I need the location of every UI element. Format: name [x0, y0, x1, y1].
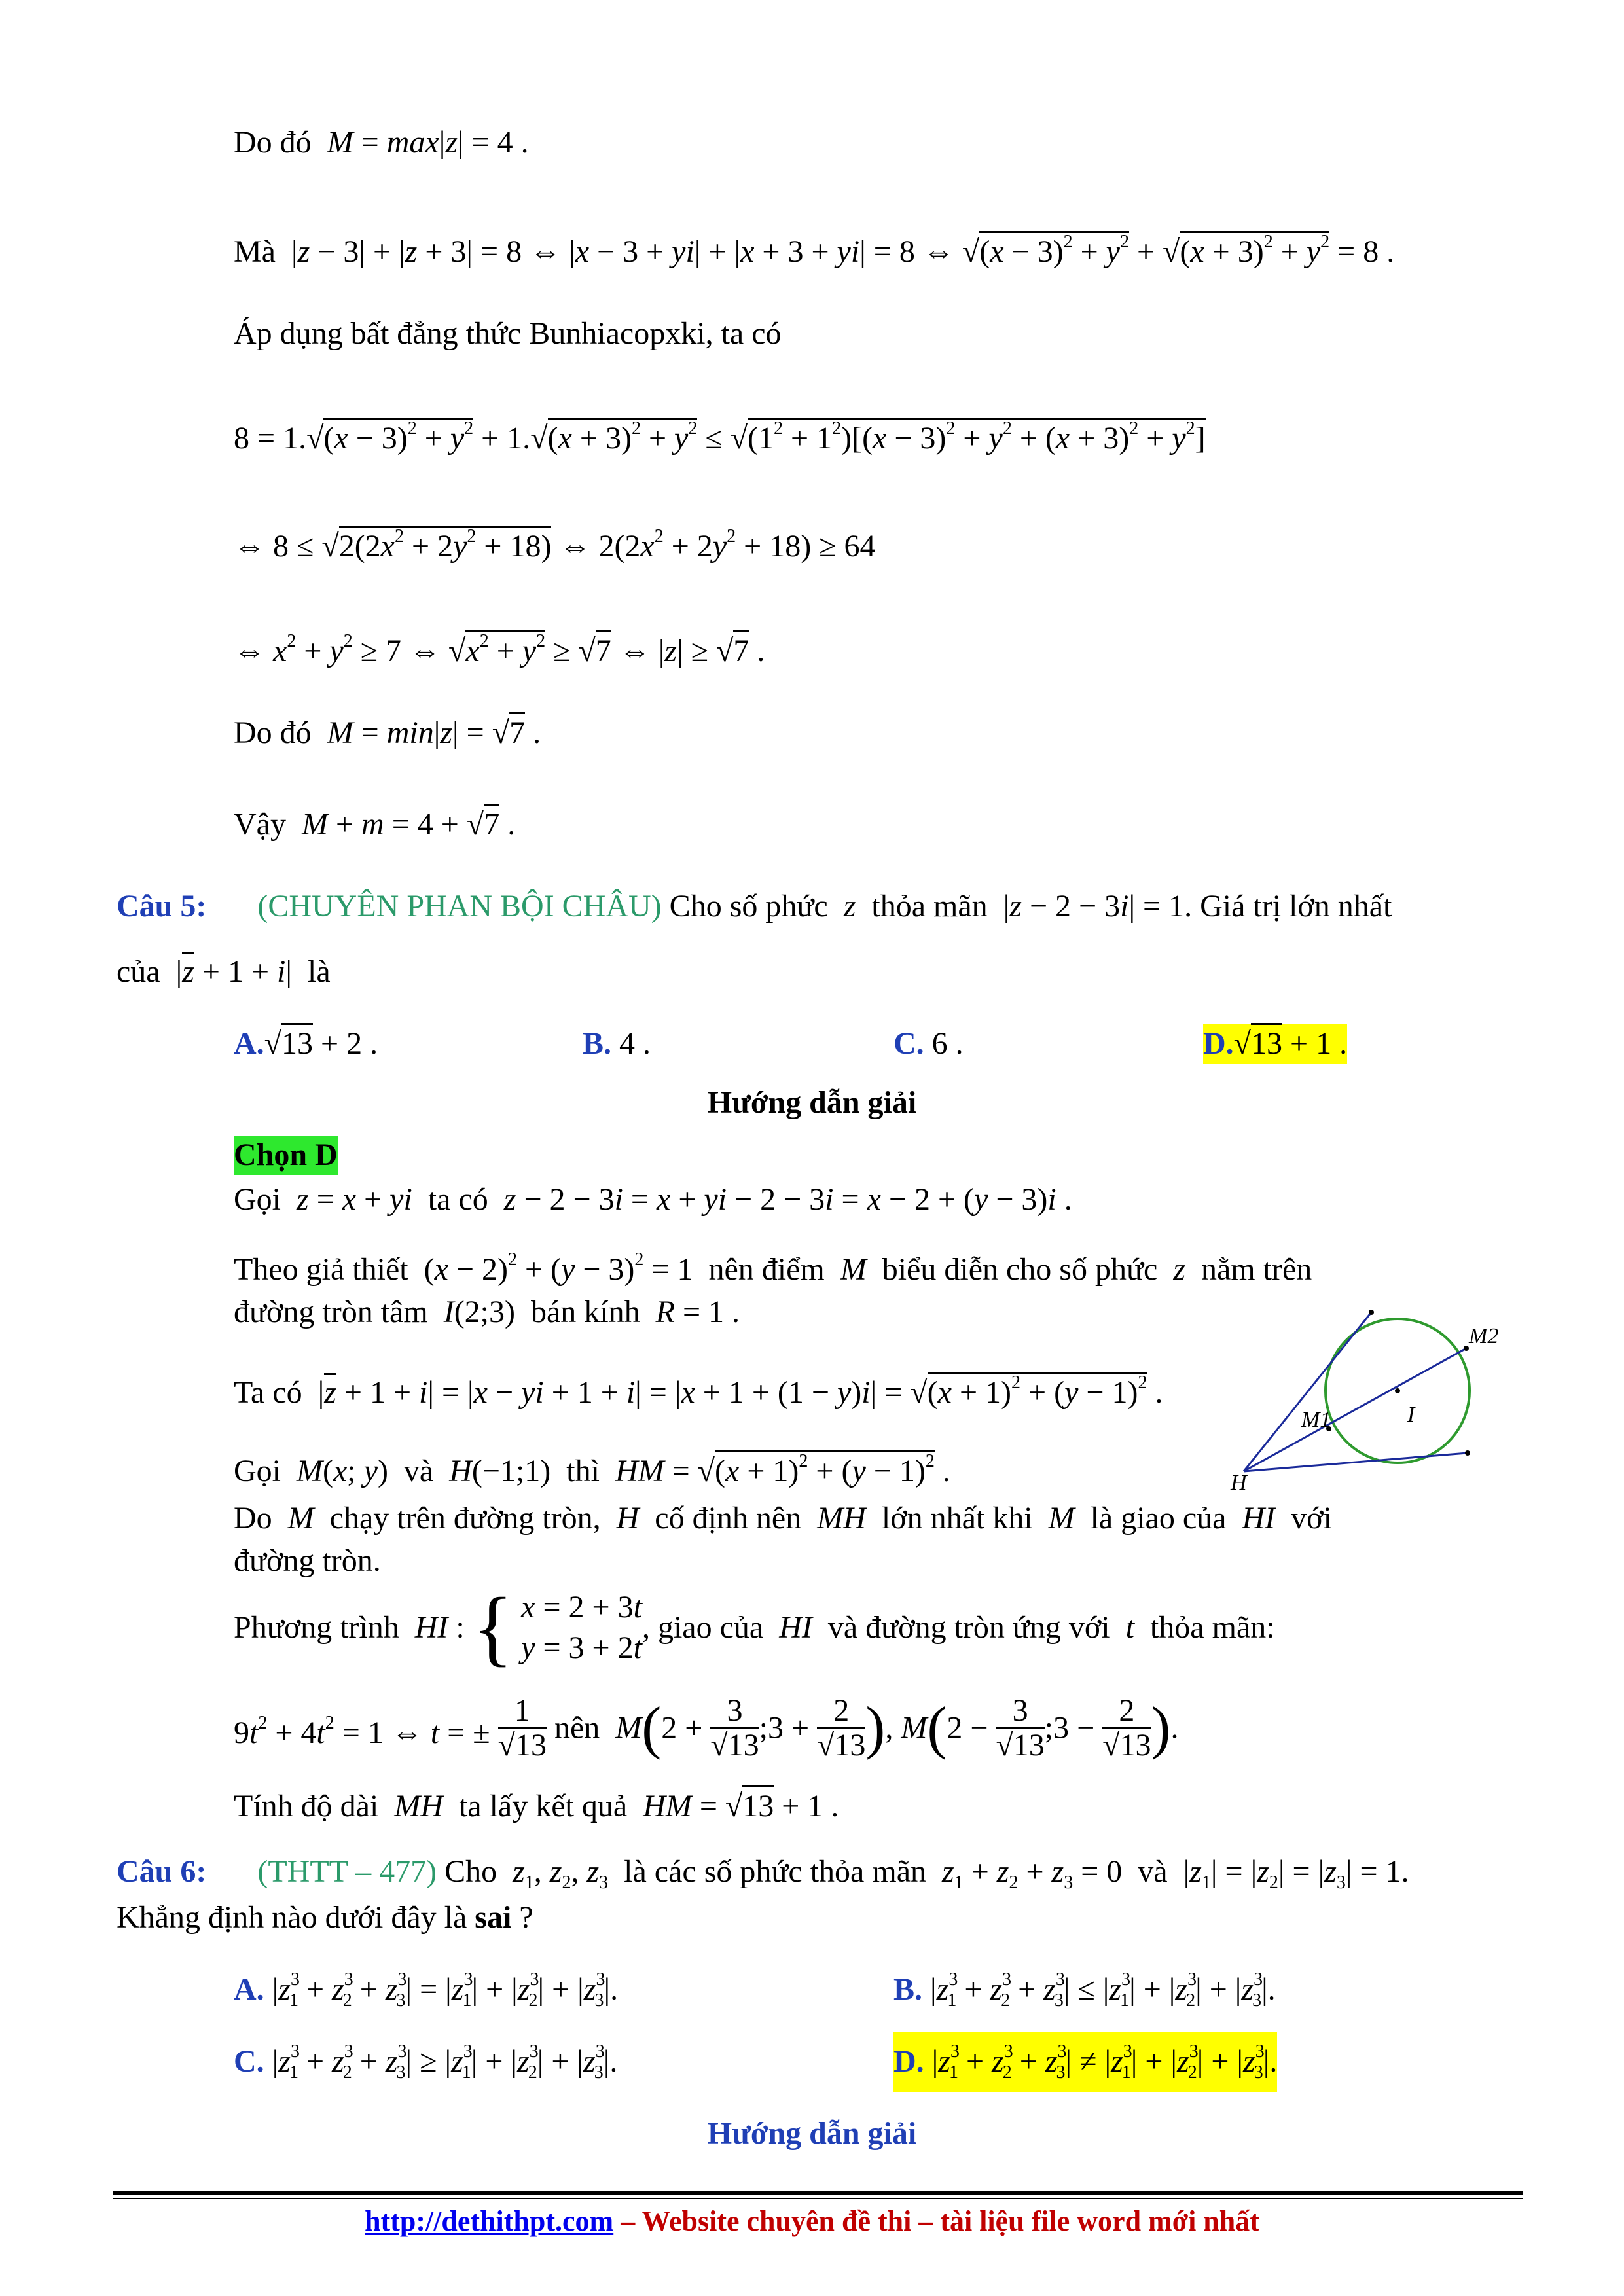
- line-bunhia: Áp dụng bất đẳng thức Bunhiacopxki, ta có: [234, 316, 782, 351]
- line-ineq-2: ⇔ $8 \le √2(2x^2 + 2y^2 + 18)$ ⇔ $2(2x^2 + 2y^2 + 18) \ge 64$: [234, 526, 876, 564]
- text: cố định nên: [655, 1501, 802, 1535]
- q6-label: Câu 6:: [117, 1854, 207, 1889]
- line-equation: Mà |z − 3| + |z + 3| = 8 ⇔ |x − 3 + yi| + |x + 3 + yi| = 8 ⇔ $√(x - 3)^2 + y^2 + √(x + 3)^2 + y^2 = 8$ .: [234, 232, 1395, 269]
- text: Do đó: [234, 715, 312, 750]
- text: và: [403, 1454, 434, 1488]
- point-bottom: [1465, 1450, 1470, 1456]
- q5-option-a[interactable]: A.√13 + 2 .: [234, 1024, 378, 1064]
- line-max: Do đó M = max|z| = 4 .: [234, 125, 529, 160]
- footer-rule-thick: [113, 2191, 1523, 2195]
- text: Vậy: [234, 807, 286, 842]
- line-ineq-3: ⇔ $x^2 + y^2 \ge 7$ ⇔ $√x^2 + y^2 \ge √7$ ⇔ |z| ≥ √7 .: [234, 631, 765, 668]
- text: thỏa mãn: [871, 889, 988, 924]
- fraction: $\frac{3}{√13}$: [996, 1693, 1045, 1763]
- q5-sol-6: Do M chạy trên đường tròn, H cố định nên MH lớn nhất khi M là giao của HI với: [234, 1501, 1332, 1535]
- text: Khẳng định nào dưới đây là: [117, 1900, 467, 1935]
- text: ta lấy kết quả: [458, 1789, 628, 1823]
- point-m2: [1464, 1346, 1469, 1351]
- footer-rule-thin: [113, 2198, 1523, 2199]
- text: ?: [519, 1900, 533, 1935]
- footer: [0, 2204, 1624, 2238]
- line-min: Do đó M = min|z| = √7 .: [234, 713, 541, 753]
- option-letter: A.: [234, 1972, 264, 2007]
- text: Ta có: [234, 1375, 302, 1410]
- text: là các số phức thỏa mãn: [624, 1854, 926, 1889]
- system-of-equations: x = 2 + 3t y = 3 + 2t: [521, 1590, 642, 1665]
- text: Gọi: [234, 1182, 281, 1217]
- text: với: [1291, 1501, 1332, 1535]
- q5-source: (CHUYÊN PHAN BỘI CHÂU): [257, 889, 662, 924]
- label-m1: M1: [1301, 1408, 1331, 1432]
- text: thỏa mãn:: [1149, 1610, 1275, 1645]
- option-letter: D.: [1203, 1026, 1234, 1061]
- text: . Giá trị lớn nhất: [1184, 889, 1392, 924]
- text: Gọi: [234, 1454, 281, 1488]
- text: Do: [234, 1501, 272, 1535]
- emphasis: sai: [475, 1900, 512, 1935]
- q5-guide-title: Hướng dẫn giải: [707, 1085, 917, 1120]
- q5-option-d[interactable]: D.√13 + 1 .: [1203, 1024, 1347, 1064]
- fraction: $\frac{2}{√13}$: [817, 1693, 866, 1763]
- q6-stem-2: [117, 1898, 533, 1937]
- option-letter: B.: [583, 1026, 612, 1061]
- label-m2: M2: [1469, 1324, 1499, 1348]
- text: Tính độ dài: [234, 1789, 379, 1823]
- text: nằm trên: [1201, 1252, 1312, 1287]
- q5-sol-7: đường tròn.: [234, 1543, 381, 1578]
- text: nên: [554, 1710, 600, 1746]
- option-letter: A.: [234, 1026, 264, 1061]
- q5-sol-1: Gọi z = x + yi ta có z − 2 − 3i = x + yi − 2 − 3i = x − 2 + (y − 3)i .: [234, 1182, 1072, 1217]
- text: ta có: [427, 1182, 488, 1217]
- text: Cho: [444, 1854, 497, 1889]
- q5-option-b[interactable]: B. 4 .: [583, 1026, 651, 1061]
- tangent-line-bottom: [1244, 1453, 1468, 1471]
- q5-sol-5: Gọi M(x; y) và H(−1;1) thì HM = $√(x + 1)^2 + (y - 1)^2$ .: [234, 1451, 950, 1488]
- line-ineq-1: $8 = 1.√(x - 3)^2 + y^2 + 1.√(x + 3)^2 + y^2 \le √(1^2 + 1^2)[(x - 3)^2 + y^2 + (x + 3)^2 + y^2]$: [234, 418, 1206, 456]
- option-letter: C.: [234, 2044, 264, 2079]
- q5-sol-2: Theo giả thiết $(x - 2)^2 + (y - 3)^2 = 1$ nên điểm M biểu diễn cho số phức z nằm trên: [234, 1249, 1312, 1287]
- q6-guide-title: Hướng dẫn giải: [707, 2116, 917, 2151]
- option-letter: B.: [893, 1972, 923, 2007]
- q5-option-c[interactable]: C. 6 .: [893, 1026, 964, 1061]
- line-conclusion: Vậy M + m = 4 + √7 .: [234, 805, 515, 844]
- footer-text: – Website chuyên đề thi – tài liệu file word mới nhất: [613, 2205, 1259, 2237]
- fraction: $\frac{2}{√13}$: [1102, 1693, 1151, 1763]
- q5-sol-10: Tính độ dài MH ta lấy kết quả HM = √13 + 1 .: [234, 1787, 839, 1826]
- text: là: [308, 954, 331, 989]
- text: đường tròn tâm: [234, 1295, 428, 1329]
- label-h: H: [1231, 1471, 1247, 1495]
- option-letter: D.: [893, 2044, 924, 2079]
- text: lớn nhất khi: [881, 1501, 1033, 1535]
- q6-source: (THTT – 477): [257, 1854, 437, 1889]
- brace-icon: {: [472, 1581, 514, 1675]
- option-letter: C.: [893, 1026, 924, 1061]
- text: Mà: [234, 234, 276, 269]
- q6-option-c[interactable]: C. $|z^3_1 + z^3_2 + z^3_3| \ge |z^3_1| + |z^3_2| + |z^3_3|$.: [234, 2041, 618, 2083]
- q5-answer: Chọn D: [234, 1136, 338, 1175]
- text: Do đó: [234, 125, 312, 160]
- q5-sol-4: Ta có |z + 1 + i| = |x − yi + $1 + i| = |x + 1 + (1 - y)i| = √(x + 1)^2 + (y - 1)^2$ .: [234, 1372, 1163, 1410]
- q5-label: Câu 5:: [117, 889, 207, 924]
- text: là giao của: [1090, 1501, 1227, 1535]
- point-top: [1369, 1310, 1374, 1315]
- q6-option-a[interactable]: A. $|z^3_1 + z^3_2 + z^3_3| = |z^3_1| + |z^3_2| + |z^3_3|$.: [234, 1969, 619, 2011]
- q6-option-b[interactable]: B. $|z^3_1 + z^3_2 + z^3_3| \le |z^3_1| + |z^3_2| + |z^3_3|$.: [893, 1969, 1276, 2011]
- q5-sol-3: đường tròn tâm I(2;3) bán kính R = 1 .: [234, 1295, 740, 1329]
- q6-stem: Câu 6: (THTT – 477) Cho $z_1$, $z_2$, $z_3$ là các số phức thỏa mãn $z_1 + z_2 + z_3 = 0$ và $|z_1| = |z_2| = |z_3| = 1$.: [117, 1854, 1409, 1893]
- text: chạy trên đường tròn,: [329, 1501, 601, 1535]
- fraction: $\frac{1}{√13}$: [497, 1693, 547, 1763]
- q5-sol-8: Phương trình HI : { x = 2 + 3t y = 3 + 2t , giao của HI và đường tròn ứng với t thỏa mãn:: [234, 1581, 1275, 1675]
- text: của: [117, 954, 160, 989]
- circle-figure: [1218, 1302, 1499, 1495]
- text: Cho số phức: [669, 889, 828, 924]
- text: nên điểm: [708, 1252, 825, 1287]
- text: Phương trình: [234, 1610, 399, 1645]
- label-i: I: [1407, 1403, 1415, 1427]
- text: bán kính: [531, 1295, 640, 1329]
- text: thì: [566, 1454, 600, 1488]
- text: , giao của: [641, 1610, 764, 1645]
- q5-stem: Câu 5: (CHUYÊN PHAN BỘI CHÂU) Cho số phức z thỏa mãn |z − 2 − 3i| = 1. Giá trị lớn nhất: [117, 889, 1392, 924]
- q6-option-d[interactable]: D. $|z^3_1 + z^3_2 + z^3_3| \ne |z^3_1| + |z^3_2| + |z^3_3|$.: [893, 2032, 1277, 2092]
- text: và: [1138, 1854, 1168, 1889]
- q5-sol-9: $9t^2 + 4t^2 = 1$ ⇔ t = ± $\frac{1}{√13}$ nên M(2 + $\frac{3}{√13}$ ;3 + $\frac{2}{√13}$ ), M(2 − $\frac{3}{√13}$ ;3 − $\frac{2}{√13}$ ).: [234, 1693, 1179, 1763]
- text: biểu diễn cho số phức: [882, 1252, 1158, 1287]
- point-i: [1395, 1388, 1400, 1393]
- text: và đường tròn ứng với: [827, 1610, 1110, 1645]
- q5-stem-2: của |z + 1 + i| là: [117, 952, 331, 992]
- footer-link[interactable]: http://dethithpt.com: [365, 2205, 614, 2237]
- text: Theo giả thiết: [234, 1252, 408, 1287]
- fraction: $\frac{3}{√13}$: [710, 1693, 759, 1763]
